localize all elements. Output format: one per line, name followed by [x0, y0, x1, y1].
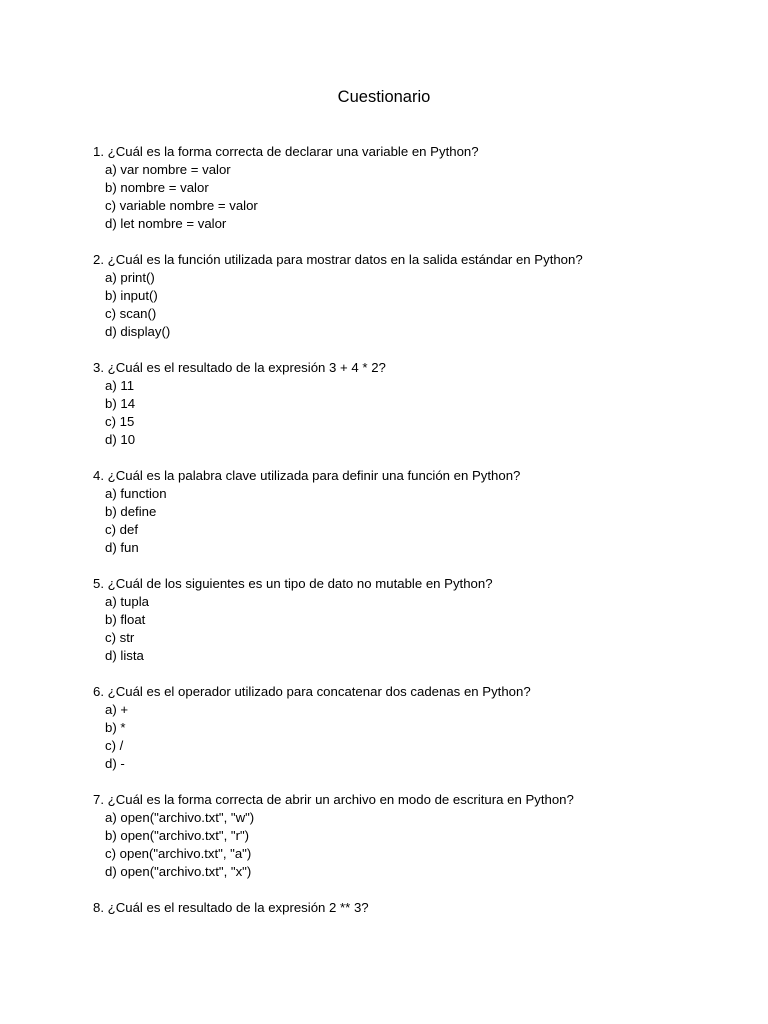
question-text: 3. ¿Cuál es el resultado de la expresión 3 + 4 * 2?	[93, 360, 386, 375]
answer-options	[93, 269, 733, 341]
answer-option: a) +	[105, 702, 129, 717]
question-text: 4. ¿Cuál es la palabra clave utilizada para definir una función en Python?	[93, 468, 521, 483]
answer-option: c) open("archivo.txt", "a")	[105, 846, 252, 861]
question-text: 1. ¿Cuál es la forma correcta de declarar una variable en Python?	[93, 144, 479, 159]
question-8	[93, 899, 733, 917]
answer-option: d) 10	[105, 432, 136, 447]
answer-options	[93, 485, 733, 557]
answer-option: b) float	[105, 612, 146, 627]
answer-option: c) def	[105, 522, 138, 537]
answer-option: d) let nombre = valor	[105, 216, 227, 231]
answer-option: b) nombre = valor	[105, 180, 209, 195]
question-6	[93, 683, 733, 773]
page-title: Cuestionario	[337, 88, 431, 106]
answer-option: c) variable nombre = valor	[105, 198, 258, 213]
answer-option: d) open("archivo.txt", "x")	[105, 864, 252, 879]
answer-option: c) str	[105, 630, 135, 645]
answer-option: b) *	[105, 720, 126, 735]
question-5	[93, 575, 733, 665]
answer-option: b) define	[105, 504, 157, 519]
question-text: 6. ¿Cuál es el operador utilizado para concatenar dos cadenas en Python?	[93, 684, 531, 699]
answer-option: c) /	[105, 738, 124, 753]
question-text: 7. ¿Cuál es la forma correcta de abrir un archivo en modo de escritura en Python?	[93, 792, 574, 807]
question-2	[93, 251, 733, 341]
answer-options	[93, 377, 733, 449]
answer-option: d) display()	[105, 324, 171, 339]
question-1	[93, 143, 733, 233]
answer-options	[93, 701, 733, 773]
answer-option: b) 14	[105, 396, 136, 411]
answer-option: d) lista	[105, 648, 144, 663]
answer-option: a) print()	[105, 270, 155, 285]
question-text: 2. ¿Cuál es la función utilizada para mostrar datos en la salida estándar en Python?	[93, 252, 583, 267]
answer-option: d) -	[105, 756, 125, 771]
answer-option: a) function	[105, 486, 167, 501]
answer-options	[93, 809, 733, 881]
question-text: 5. ¿Cuál de los siguientes es un tipo de dato no mutable en Python?	[93, 576, 493, 591]
answer-options	[93, 161, 733, 233]
answer-option: a) var nombre = valor	[105, 162, 231, 177]
answer-option: c) 15	[105, 414, 135, 429]
question-text: 8. ¿Cuál es el resultado de la expresión 2 ** 3?	[93, 900, 369, 915]
question-3	[93, 359, 733, 449]
answer-option: d) fun	[105, 540, 139, 555]
answer-option: a) tupla	[105, 594, 149, 609]
answer-option: a) open("archivo.txt", "w")	[105, 810, 255, 825]
answer-option: a) 11	[105, 378, 135, 393]
question-4	[93, 467, 733, 557]
answer-option: b) open("archivo.txt", "r")	[105, 828, 250, 843]
question-list	[93, 143, 733, 935]
answer-option: c) scan()	[105, 306, 157, 321]
answer-option: b) input()	[105, 288, 158, 303]
question-7	[93, 791, 733, 881]
answer-options	[93, 593, 733, 665]
